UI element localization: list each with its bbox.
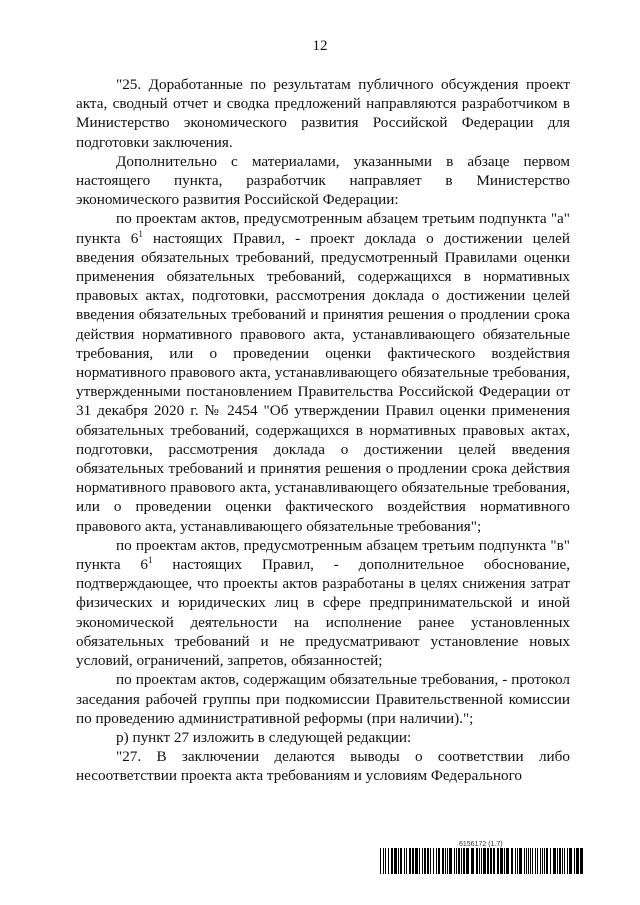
paragraph-25-intro: "25. Доработанные по результатам публичного обсуждения проект акта, сводный отчет и сводка предложений направляются разработчиком в Министерство экономического развития Российской Федерации для подготовки заключения. — [76, 76, 570, 151]
superscript-index: 1 — [148, 555, 153, 566]
paragraph-point-27: "27. В заключении делаются выводы о соответствии либо несоответствии проекта акта требованиям и условиям Федерального — [76, 748, 570, 785]
paragraph-text-end: настоящих Правил, - дополнительное обоснование, подтверждающее, что проекты актов разработаны в целях снижения затрат физических и юридических лиц в сфере предпринимательской и иной экономической деятельности на исполнение ранее установленных обязательных требований и не предусматривают установление новых условий, ограничений, запретов, обязанностей; — [76, 556, 570, 670]
document-code: 6156172 (1.7) — [459, 841, 503, 848]
document-body — [76, 75, 570, 786]
paragraph-text-end: настоящих Правил, - проект доклада о достижении целей введения обязательных требований, предусмотренный Правилами оценки применения обязательных требований, содержащихся в нормативных правовых актах, подготовки, рассмотрения доклада о достижении целей введения обязательных требований и принятия решения о продлении срока действия нормативного правового акта, устанавливающего обязательные требования, или о проведении оценки фактического воздействия нормативного правового акта, устанавливающего обязательные требования, утвержденными постановлением Правительства Российской Федерации от 31 декабря 2020 г. № 2454 "Об утверждении Правил оценки применения обязательных требований, содержащихся в нормативных правовых актах, подготовки, рассмотрения доклада о достижении целей введения обязательных требований и принятия решения о продлении срока действия нормативного правового акта, устанавливающего обязательные требования, или о проведении оценки фактического воздействия нормативного правового акта, устанавливающего обязательные требования"; — [76, 229, 571, 535]
superscript-index: 1 — [138, 228, 143, 239]
paragraph-text-start: по проектам актов, предусмотренным абзацем третьим подпункта "в" пункта 6 — [76, 536, 570, 574]
paragraph-text-start: по проектам актов, предусмотренным абзацем третьим подпункта "а" пункта 6 — [76, 210, 570, 247]
paragraph-mandatory-requirements: по проектам актов, содержащим обязательные требования, - протокол заседания рабочей группы при подкомиссии Правительственной комиссии по проведению административной реформы (при наличии)."; — [76, 671, 570, 727]
barcode-icon — [380, 848, 586, 874]
page-number: 12 — [312, 38, 328, 54]
paragraph-point-27-intro: р) пункт 27 изложить в следующей редакции: — [116, 728, 412, 746]
paragraph-subpoint-v — [76, 536, 570, 670]
paragraph-subpoint-a — [76, 209, 570, 535]
paragraph-additional-materials: Дополнительно с материалами, указанными в абзаце первом настоящего пункта, разработчик направляет в Министерство экономического развития Российской Федерации: — [76, 152, 570, 209]
